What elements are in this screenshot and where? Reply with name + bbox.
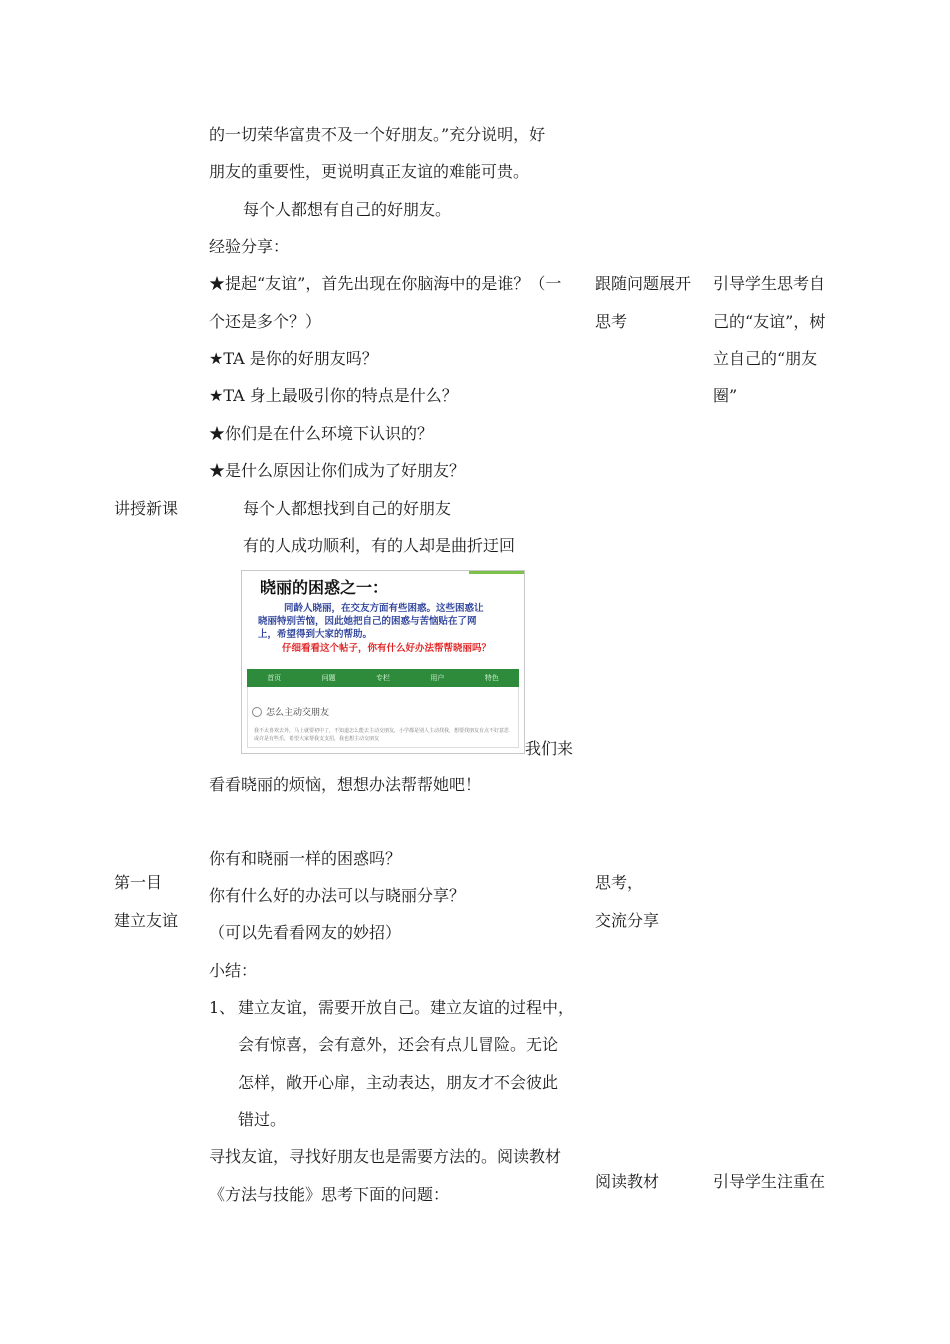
nav-item: 特色 <box>484 674 499 682</box>
figure-title: 晓丽的困惑之一： <box>260 578 389 597</box>
text-line: 的一切荣华富贵不及一个好朋友。”充分说明，好 <box>209 125 546 144</box>
student-activity: 阅读教材 <box>595 1172 660 1191</box>
student-activity: 思考， <box>595 873 644 892</box>
text-line: 每个人都想找到自己的好朋友 <box>243 499 452 518</box>
section-label: 讲授新课 <box>114 499 179 518</box>
summary-item: 怎样，敞开心扉，主动表达，朋友才不会彼此 <box>238 1073 559 1092</box>
student-activity: 跟随问题展开 <box>595 274 692 293</box>
design-intent: 圈” <box>713 386 738 405</box>
text-line: （可以先看看网友的妙招） <box>209 923 402 942</box>
text-line: 个还是多个？） <box>209 312 322 331</box>
question-item: ★TA 身上最吸引你的特点是什么？ <box>209 386 458 405</box>
student-activity: 思考 <box>595 312 628 331</box>
question-icon <box>252 707 262 717</box>
text-line: 朋友的重要性，更说明真正友谊的难能可贵。 <box>209 162 530 181</box>
figure-text: 上，希望得到大家的帮助。 <box>258 629 373 640</box>
text-line: 你有什么好的办法可以与晓丽分享？ <box>209 886 466 905</box>
design-intent: 引导学生思考自 <box>713 274 826 293</box>
summary-label: 小结： <box>209 961 258 980</box>
question-item: ★是什么原因让你们成为了好朋友？ <box>209 461 466 480</box>
forum-nav-bar <box>247 669 519 687</box>
design-intent: 立自己的“朋友 <box>713 349 818 368</box>
figure-text: 晓丽特别苦恼，因此她把自己的困惑与苦恼贴在了网 <box>258 616 477 627</box>
list-number: 1、 <box>209 998 236 1017</box>
text-line: 看看晓丽的烦恼，想想办法帮帮她吧！ <box>209 775 482 794</box>
text-line: 寻找友谊，寻找好朋友也是需要方法的。阅读教材 <box>209 1147 562 1166</box>
summary-item: 会有惊喜，会有意外，还会有点儿冒险。无论 <box>238 1035 559 1054</box>
forum-post-image <box>241 570 525 754</box>
post-question-text: 怎么主动交朋友 <box>266 708 330 718</box>
text-line: 我们来 <box>525 739 574 758</box>
nav-item: 问题 <box>321 674 336 682</box>
section-label: 建立友谊 <box>114 911 179 930</box>
question-item: ★提起“友谊”，首先出现在你脑海中的是谁？（一 <box>209 274 562 293</box>
post-body: 或许是有些乐，希望大家帮我支支招，我也想主动交朋友 <box>254 736 380 742</box>
figure-highlight: 仔细看看这个帖子，你有什么好办法帮帮晓丽吗？ <box>282 643 492 654</box>
nav-item: 用户 <box>430 674 445 682</box>
question-item: ★你们是在什么环境下认识的？ <box>209 424 434 443</box>
question-item: ★TA 是你的好朋友吗？ <box>209 349 378 368</box>
text-line: 你有和晓丽一样的困惑吗？ <box>209 849 402 868</box>
text-line: 《方法与技能》思考下面的问题： <box>209 1185 450 1204</box>
summary-item: 错过。 <box>238 1110 287 1129</box>
post-body: 我不太喜欢去外，马上就要初中了，不知道怎么能去主动交朋友，小学都是别人主动找我，想要找朋友有点不好意思 <box>254 728 510 734</box>
nav-item: 专栏 <box>375 674 390 682</box>
post-question <box>252 705 329 718</box>
student-activity: 交流分享 <box>595 911 660 930</box>
figure-text: 同龄人晓丽，在交友方面有些困惑。这些困惑让 <box>284 603 484 614</box>
accent-bar <box>469 571 524 574</box>
design-intent: 己的“友谊”，树 <box>713 312 826 331</box>
summary-item: 建立友谊，需要开放自己。建立友谊的过程中， <box>238 998 575 1017</box>
text-line: 有的人成功顺利，有的人却是曲折迂回 <box>243 536 516 555</box>
design-intent: 引导学生注重在 <box>713 1172 826 1191</box>
text-line: 经验分享： <box>209 237 290 256</box>
section-label: 第一目 <box>114 873 163 892</box>
nav-item: 首页 <box>267 674 282 682</box>
text-line: 每个人都想有自己的好朋友。 <box>243 200 452 219</box>
